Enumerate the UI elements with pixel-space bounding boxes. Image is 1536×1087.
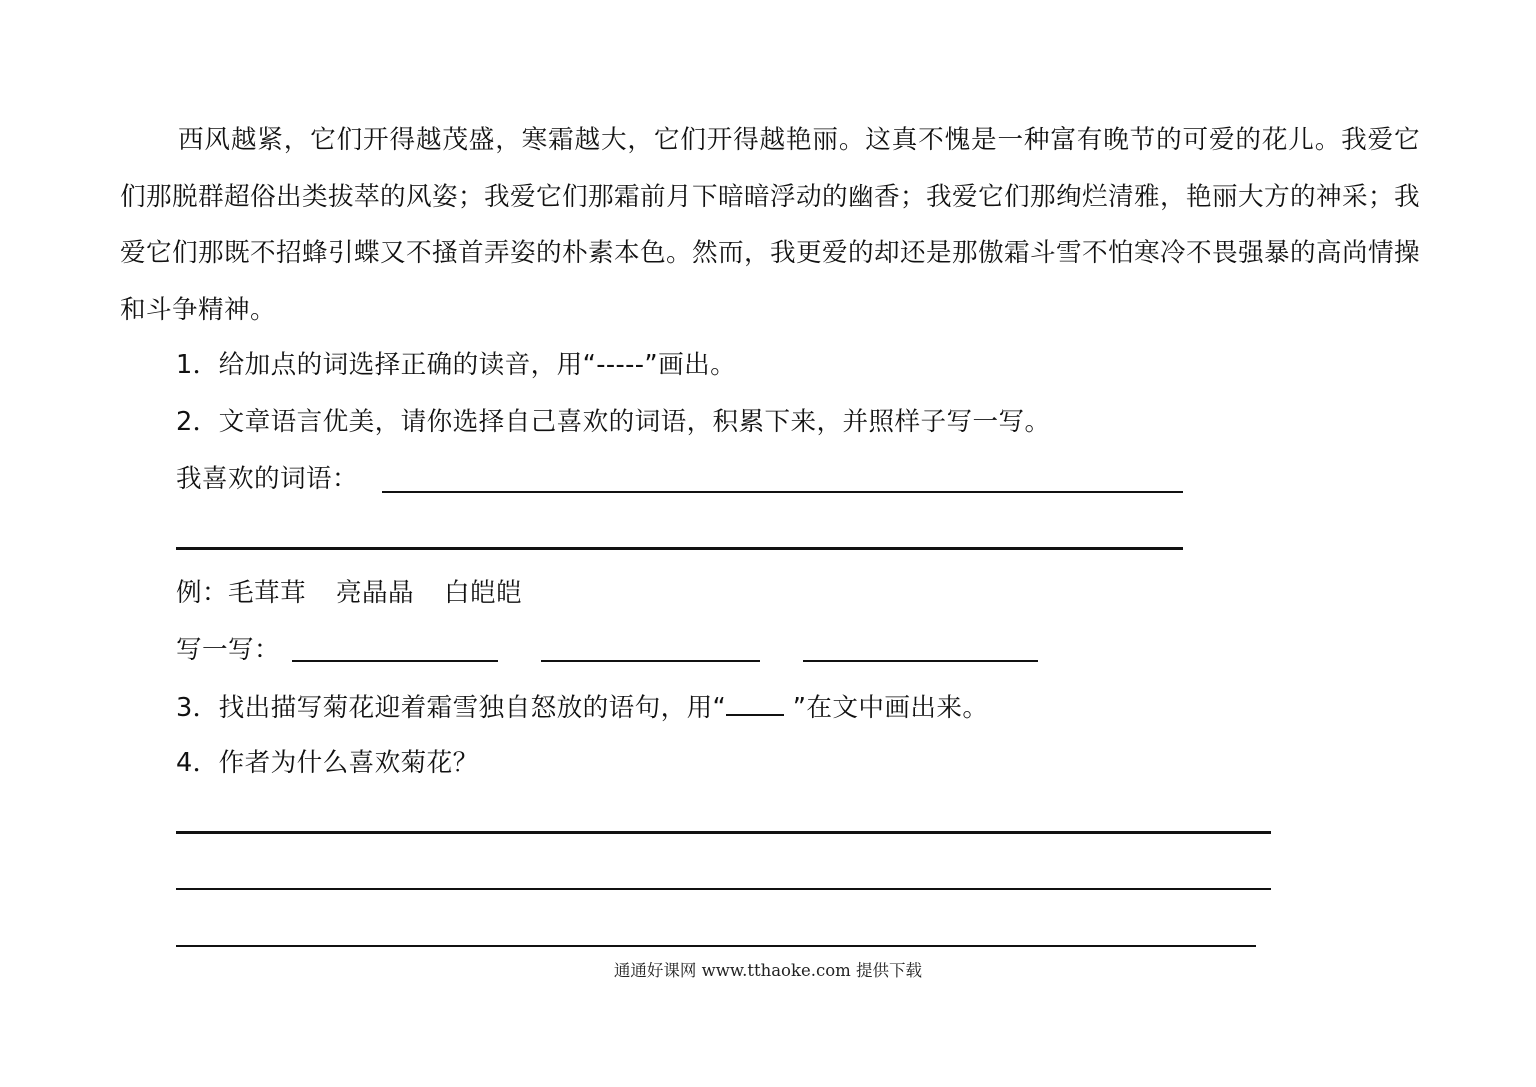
example-word: 亮晶晶 <box>335 578 414 608</box>
reading-passage: 西风越紧，它们开得越茂盛，寒霜越大，它们开得越艳丽。这真不愧是一种富有晚节的可爱的花儿。我爱它们那脱群超俗出类拔萃的风姿；我爱它们那霜前月下暗暗浮动的幽香；我爱它们那绚烂清雅，艳丽大方的神采；我爱它们那既不招蜂引蝶又不搔首弄姿的朴素本色。然而，我更爱的却还是那傲霜斗雪不怕寒冷不畏强暴的高尚情操和斗争精神。 <box>120 125 1420 325</box>
write-answer-blank-2[interactable] <box>541 660 760 662</box>
question-1: 1．给加点的词选择正确的读音，用“-----”画出。 <box>176 350 737 380</box>
example-label: 例： <box>176 578 228 608</box>
question-4-answer-line-2[interactable] <box>176 888 1271 890</box>
underline-sample <box>726 690 784 716</box>
write-answer-blank-3[interactable] <box>803 660 1038 662</box>
write-answer-blank-1[interactable] <box>292 660 498 662</box>
example-row <box>176 577 522 609</box>
favorite-words-answer-line-2[interactable] <box>176 547 1183 550</box>
question-4-answer-line-3[interactable] <box>176 945 1256 947</box>
question-2: 2．文章语言优美，请你选择自己喜欢的词语，积累下来，并照样子写一写。 <box>176 407 1051 437</box>
question-3-text-end: ”在文中画出来。 <box>784 693 989 723</box>
example-word: 毛茸茸 <box>228 578 306 608</box>
question-3 <box>176 690 988 724</box>
question-3-text-start: 3．找出描写菊花迎着霜雪独自怒放的语句，用“ <box>176 693 727 723</box>
footer-source: 通通好课网 www.tthaoke.com 提供下载 <box>613 961 923 980</box>
write-label: 写一写： <box>176 635 280 665</box>
question-4-answer-line-1[interactable] <box>176 831 1271 834</box>
question-4: 4．作者为什么喜欢菊花？ <box>176 748 479 778</box>
favorite-words-label: 我喜欢的词语： <box>176 464 358 494</box>
example-word: 白皑皑 <box>443 578 522 608</box>
favorite-words-answer-line-1[interactable] <box>382 491 1183 493</box>
